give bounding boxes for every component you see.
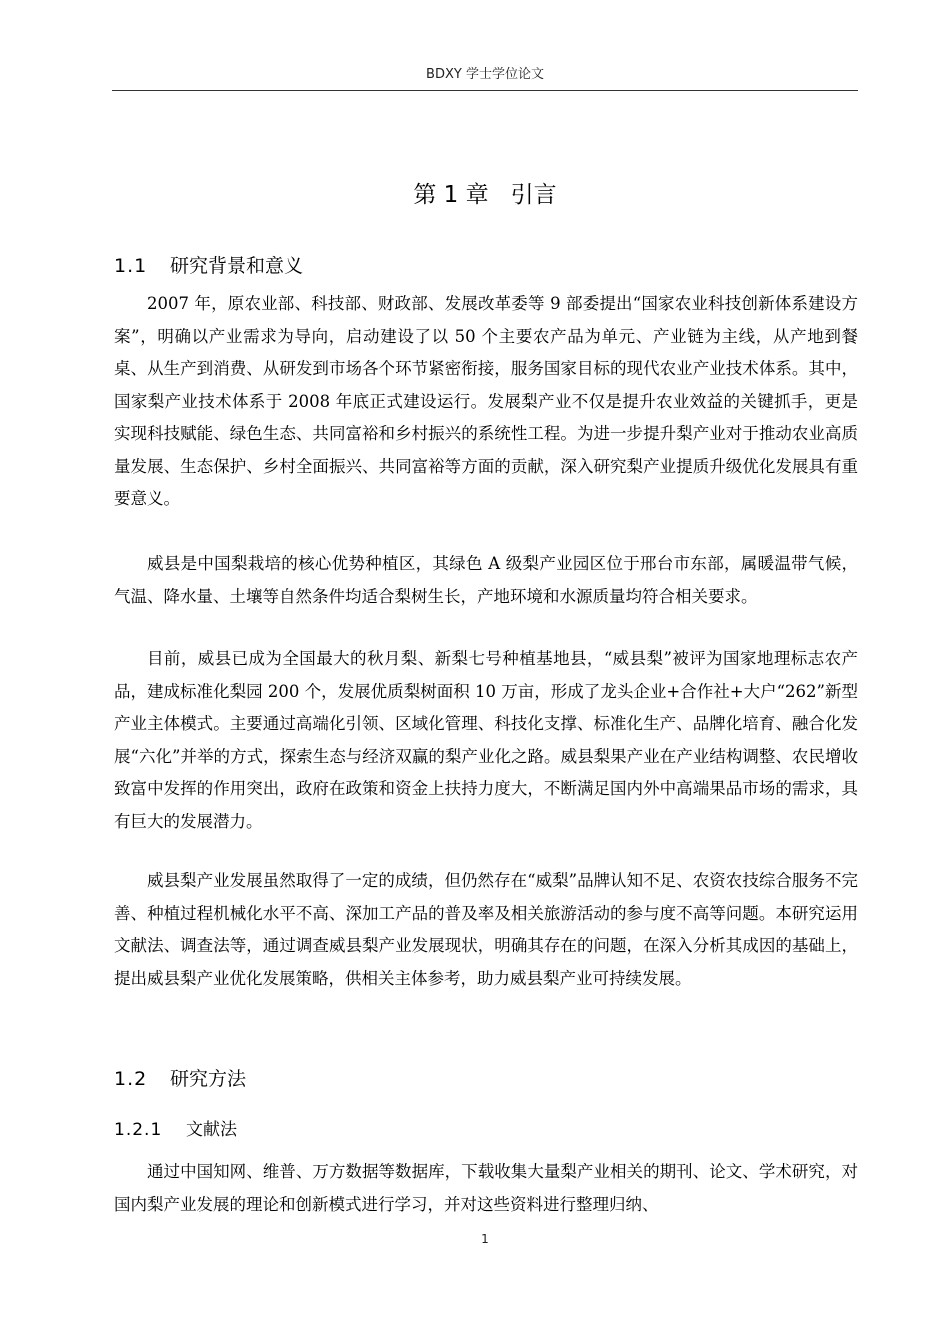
section-number: 1.1 [114, 255, 148, 277]
paragraph-background-2: 威县是中国梨栽培的核心优势种植区，其绿色 A 级梨产业园区位于邢台市东部，属暖温带气候，气温、降水量、土壤等自然条件均适合梨树生长，产地环境和水源质量均符合相关要求。 [114, 554, 858, 606]
section-number: 1.2 [114, 1068, 148, 1090]
paragraph-background-1: 2007 年，原农业部、科技部、财政部、发展改革委等 9 部委提出“国家农业科技创新体系建设方案”，明确以产业需求为导向，启动建设了以 50 个主要农产品为单元、产业链为主线，从产地到餐桌、从生产到消费、从研发到市场各个环节紧密衔接，服务国家目标的现代农业产业技术体系。其中，国家梨产业技术体系于 2008 年底正式建设运行。发展梨产业不仅是提升农业效益的关键抓手，更是实现科技赋能、绿色生态、共同富裕和乡村振兴的系统性工程。为进一步提升梨产业对于推动农业高质量发展、生态保护、乡村全面振兴、共同富裕等方面的贡献，深入研究梨产业提质升级优化发展具有重要意义。 [114, 294, 858, 508]
header-divider [112, 90, 858, 91]
page-number: 1 [481, 1232, 489, 1246]
subsection-title: 文献法 [186, 1120, 237, 1140]
section-title: 研究背景和意义 [170, 255, 304, 277]
paragraph-background-3: 目前，威县已成为全国最大的秋月梨、新梨七号种植基地县，“威县梨”被评为国家地理标志农产品，建成标准化梨园 200 个，发展优质梨树面积 10 万亩，形成了龙头企业+合作社+大户“262”新型产业主体模式。主要通过高端化引领、区域化管理、科技化支撑、标准化生产、品牌化培育、融合化发展“六化”并举的方式，探索生态与经济双赢的梨产业化之路。威县梨果产业在产业结构调整、农民增收致富中发挥的作用突出，政府在政策和资金上扶持力度大，不断满足国内外中高端果品市场的需求，具有巨大的发展潜力。 [114, 649, 858, 831]
section-heading-1-1 [114, 252, 303, 280]
section-heading-1-2 [114, 1065, 246, 1093]
subsection-heading-1-2-1 [114, 1117, 237, 1143]
section-title: 研究方法 [170, 1068, 247, 1090]
chapter-title-text: 引言 [510, 182, 557, 208]
running-header: BDXY 学士学位论文 [426, 67, 544, 82]
chapter-number: 第 1 章 [413, 182, 489, 208]
chapter-title [112, 178, 858, 212]
paragraph-background-4: 威县梨产业发展虽然取得了一定的成绩，但仍然存在“威梨”品牌认知不足、农资农技综合服务不完善、种植过程机械化水平不高、深加工产品的普及率及相关旅游活动的参与度不高等问题。本研究运用文献法、调查法等，通过调查威县梨产业发展现状，明确其存在的问题，在深入分析其成因的基础上，提出威县梨产业优化发展策略，供相关主体参考，助力威县梨产业可持续发展。 [114, 871, 858, 988]
paragraph-literature-method: 通过中国知网、维普、万方数据等数据库，下载收集大量梨产业相关的期刊、论文、学术研究，对国内梨产业发展的理论和创新模式进行学习，并对这些资料进行整理归纳、 [114, 1162, 858, 1214]
subsection-number: 1.2.1 [114, 1120, 163, 1140]
